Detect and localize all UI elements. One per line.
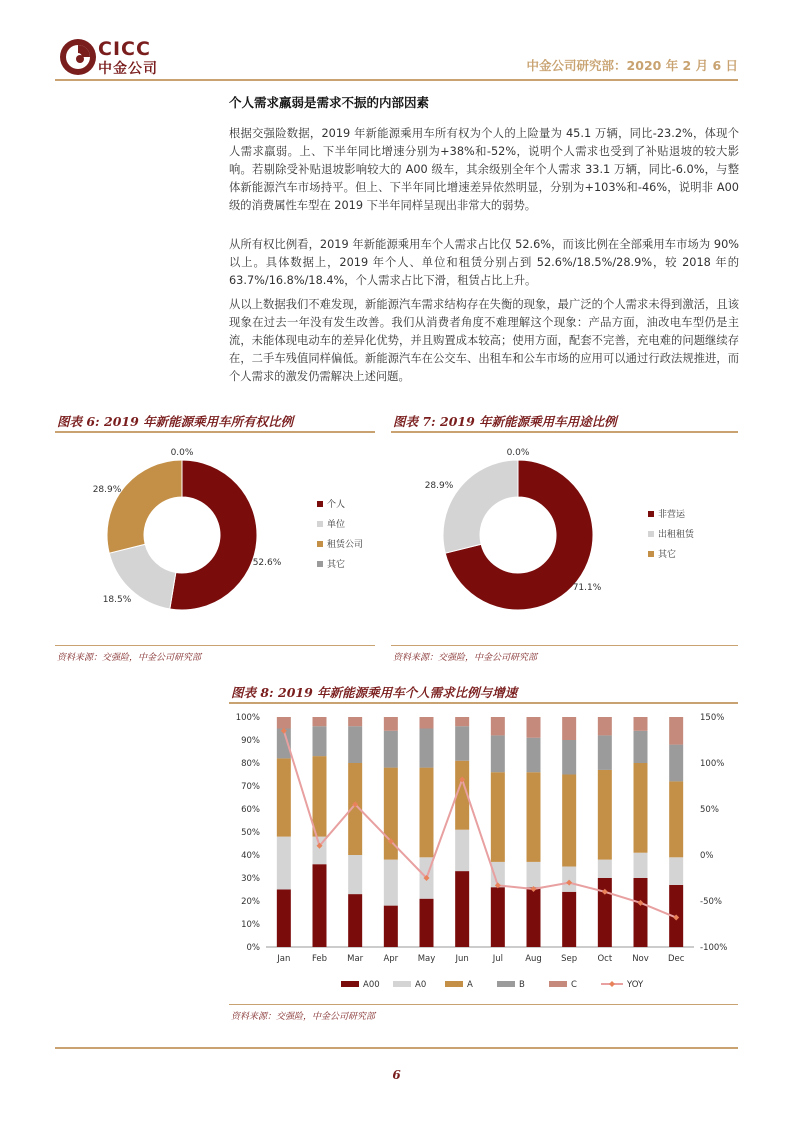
fig6-title: 图表 6: 2019 年新能源乘用车所有权比例 [57, 414, 294, 429]
bar-A00-Jul [491, 887, 505, 947]
fig6-title-rule [55, 431, 375, 433]
slice-label-3: 0.0% [170, 448, 194, 458]
bar-B-Aug [527, 738, 541, 773]
bar-A00-Jun [455, 871, 469, 947]
bar-C-Apr [384, 717, 398, 731]
y-right-tick-4: 100% [700, 759, 725, 769]
slice-label-1: 28.9% [424, 481, 454, 491]
legend-label-3: 其它 [327, 560, 346, 570]
bar-C-Mar [348, 717, 362, 726]
bar-A-Sep [562, 775, 576, 867]
bar-B-Sep [562, 740, 576, 775]
legend-label-1: 出租租赁 [658, 530, 695, 540]
paragraph-3: 从以上数据我们不难发现，新能源汽车需求结构存在失衡的现象，最广泛的个人需求未得到激活，且该现象在过去一年没有发生改善。我们从消费者角度不难理解这个现象：产品方面，油改电车型仍是主流，未能体现电动车的差异化优势，并且购置成本较高；使用方面，配套不完善，充电难的问题继续存在，二手车残值同样偏低。新能源汽车在公交车、出租车和公车市场的应用可以通过行政法规推进，而个人需求的激发仍需解决上述问题。 [229, 298, 739, 383]
y-left-tick-1: 10% [241, 920, 260, 930]
y-left-tick-8: 80% [241, 759, 260, 769]
x-tick-Jul: Jul [492, 954, 503, 964]
bar-B-Jul [491, 735, 505, 772]
slice-label-2: 28.9% [92, 485, 122, 495]
bar-A00-Sep [562, 892, 576, 947]
legend-swatch-3 [317, 561, 323, 567]
bar-C-Dec [669, 717, 683, 745]
legend-label-2: 其它 [658, 550, 677, 560]
bar-B-May [420, 729, 434, 768]
fig6-bottom-rule [55, 645, 375, 646]
legend-label-0: 个人 [327, 500, 346, 510]
bar-A-May [420, 768, 434, 858]
legend-swatch-C [549, 981, 567, 987]
yoy-line [284, 731, 676, 918]
fig8-title-rule [229, 702, 738, 704]
header-divider [55, 79, 738, 81]
bar-A00-Apr [384, 906, 398, 947]
bar-A0-Oct [598, 860, 612, 878]
legend-label-A00: A00 [363, 980, 380, 990]
bar-A0-Mar [348, 855, 362, 894]
section-title: 个人需求羸弱是需求不振的内部因素 [229, 95, 430, 110]
fig7-chart [391, 440, 738, 640]
y-left-tick-0: 0% [246, 943, 260, 953]
bar-A0-Nov [634, 853, 648, 878]
bar-C-Sep [562, 717, 576, 740]
bar-C-May [420, 717, 434, 729]
fig8-bottom-rule [229, 1004, 738, 1005]
bar-A-Jan [277, 758, 291, 836]
legend-swatch-2 [648, 551, 654, 557]
y-left-tick-3: 30% [241, 874, 260, 884]
y-left-tick-10: 100% [235, 713, 260, 723]
slice-label-0: 71.1% [572, 583, 602, 593]
legend-swatch-0 [648, 511, 654, 517]
donut-slice-0 [170, 460, 257, 610]
y-right-tick-3: 50% [700, 805, 719, 815]
x-tick-Mar: Mar [347, 954, 364, 964]
bar-C-Jul [491, 717, 505, 735]
bar-A0-Jun [455, 830, 469, 871]
bar-B-Nov [634, 731, 648, 763]
y-left-tick-6: 60% [241, 805, 260, 815]
bar-A00-Feb [313, 864, 327, 947]
legend-swatch-1 [317, 521, 323, 527]
bar-A0-Jan [277, 837, 291, 890]
bar-A00-Aug [527, 887, 541, 947]
slice-label-0: 52.6% [252, 558, 282, 568]
legend-label-A0: A0 [415, 980, 427, 990]
legend-swatch-2 [317, 541, 323, 547]
bar-A-Aug [527, 772, 541, 862]
bar-B-Jun [455, 726, 469, 761]
bar-A-Feb [313, 756, 327, 837]
y-left-tick-4: 40% [241, 851, 260, 861]
bar-A-Jul [491, 772, 505, 862]
legend-swatch-marker [609, 981, 615, 987]
bar-A-Nov [634, 763, 648, 853]
y-right-tick-5: 150% [700, 713, 725, 723]
legend-swatch-1 [648, 531, 654, 537]
cicc-logo-mark-icon [58, 36, 98, 78]
paragraph-1: 根据交强险数据，2019 年新能源乘用车所有权为个人的上险量为 45.1 万辆，同比-23.2%，体现个人需求羸弱。上、下半年同比增速分别为+38%和-52%，说明个人需求也受到了补贴退坡的较大影响。若剔除受补贴退坡影响较大的 A00 级车，其余级别全年个人需求 33.1 万辆，同比-6.0%，与整体新能源汽车市场持平。但上、下半年同比增速差异依然明显，分别为+103%和-46%，说明非 A00 级的消费属性车型在 2019 下半年同样呈现出非常大的弱势。 [229, 127, 739, 212]
slice-label-1: 18.5% [102, 595, 132, 605]
x-tick-Nov: Nov [632, 954, 649, 964]
fig6-chart [55, 440, 385, 640]
legend-swatch-B [497, 981, 515, 987]
bar-A-Oct [598, 770, 612, 860]
logo-text-cn: 中金公司 [98, 61, 158, 77]
legend-label-B: B [519, 980, 525, 990]
fig8-title: 图表 8: 2019 年新能源乘用车个人需求比例与增速 [231, 685, 518, 700]
bar-A00-May [420, 899, 434, 947]
bar-A0-Aug [527, 862, 541, 887]
donut-slice-1 [443, 460, 518, 553]
x-tick-May: May [417, 954, 436, 964]
bar-A0-Sep [562, 867, 576, 892]
legend-label-0: 非营运 [658, 510, 686, 520]
slice-label-2: 0.0% [506, 448, 530, 458]
bar-A0-Dec [669, 857, 683, 885]
bar-A-Dec [669, 781, 683, 857]
bar-A0-Apr [384, 860, 398, 906]
x-tick-Jan: Jan [277, 954, 291, 964]
legend-label-YOY: YOY [627, 980, 644, 990]
fig8-source: 资料来源：交强险，中金公司研究部 [231, 1012, 376, 1022]
bar-C-Nov [634, 717, 648, 731]
x-tick-Apr: Apr [383, 954, 399, 964]
bar-B-Oct [598, 735, 612, 770]
y-left-tick-5: 50% [241, 828, 260, 838]
bar-B-Dec [669, 745, 683, 782]
bar-C-Jan [277, 717, 291, 729]
y-left-tick-2: 20% [241, 897, 260, 907]
bar-C-Jun [455, 717, 469, 726]
footer-divider [55, 1047, 738, 1049]
bar-C-Aug [527, 717, 541, 738]
x-tick-Oct: Oct [597, 954, 613, 964]
y-right-tick-0: -100% [700, 943, 728, 953]
bar-A00-Mar [348, 894, 362, 947]
legend-label-A: A [467, 980, 473, 990]
bar-C-Feb [313, 717, 327, 726]
fig7-source: 资料来源：交强险，中金公司研究部 [393, 653, 538, 663]
x-tick-Jun: Jun [455, 954, 469, 964]
donut-slice-2 [107, 460, 182, 553]
bar-C-Oct [598, 717, 612, 735]
bar-A00-Jan [277, 890, 291, 948]
y-right-tick-2: 0% [700, 851, 714, 861]
y-right-tick-1: -50% [700, 897, 722, 907]
x-tick-Aug: Aug [525, 954, 542, 964]
fig7-title-rule [391, 431, 738, 433]
legend-swatch-0 [317, 501, 323, 507]
logo-text-en: CICC [98, 38, 151, 60]
bar-A00-Oct [598, 878, 612, 947]
header-date: 中金公司研究部：2020 年 2 月 6 日 [526, 58, 738, 73]
y-left-tick-7: 70% [241, 782, 260, 792]
legend-swatch-A00 [341, 981, 359, 987]
bar-B-Mar [348, 726, 362, 763]
page-number: 6 [392, 1068, 401, 1082]
fig7-bottom-rule [391, 645, 738, 646]
fig7-title: 图表 7: 2019 年新能源乘用车用途比例 [393, 414, 617, 429]
x-tick-Feb: Feb [311, 954, 328, 964]
x-tick-Dec: Dec [667, 954, 685, 964]
bar-B-Feb [313, 726, 327, 756]
legend-swatch-A0 [393, 981, 411, 987]
paragraph-2: 从所有权比例看，2019 年新能源乘用车个人需求占比仅 52.6%，而该比例在全部乘用车市场为 90%以上。具体数据上，2019 年个人、单位和租赁分别占到 52.6%/18.5%/28.9%，较 2018 年的 63.7%/16.8%/18.4%，个人需求占比下滑，租赁占比上升。 [229, 238, 739, 287]
fig6-source: 资料来源：交强险，中金公司研究部 [57, 653, 202, 663]
bar-A00-Nov [634, 878, 648, 947]
legend-label-2: 租赁公司 [327, 540, 364, 550]
legend-label-C: C [571, 980, 577, 990]
bar-B-Apr [384, 731, 398, 768]
x-tick-Sep: Sep [561, 954, 578, 964]
fig8-chart [229, 705, 738, 1003]
legend-swatch-A [445, 981, 463, 987]
legend-label-1: 单位 [327, 520, 346, 530]
y-left-tick-9: 90% [241, 736, 260, 746]
